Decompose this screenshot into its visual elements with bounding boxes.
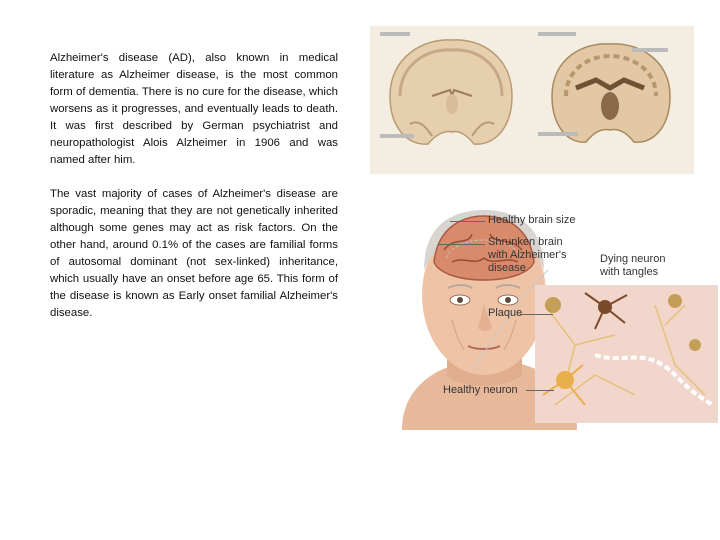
- healthy-brain-slice: [390, 40, 512, 144]
- alzheimer-brain-slice: [552, 44, 670, 142]
- leader-line-healthy-size: [450, 221, 485, 222]
- neuron-closeup-image: [535, 285, 718, 423]
- leader-line-shrunken: [438, 244, 485, 245]
- label-plaque: Plaque: [488, 307, 523, 319]
- leader-line-plaque: [520, 314, 553, 315]
- label-healthy-neuron: Healthy neuron: [443, 384, 518, 396]
- text-column: [50, 50, 338, 339]
- label-healthy-brain-size: Healthy brain size: [488, 214, 576, 226]
- label-dying-neuron: Dying neuron with tangles: [600, 253, 666, 278]
- paragraph-definition: Alzheimer's disease (AD), also known in medical literature as Alzheimer disease, is the most common form of dementia. There is no cure for the disease, which worsens as it progresses, and eventually leads to death. It was first described by German psychiatrist and neuropathologist Alois Alzheimer in 1906 and was named after him.: [50, 52, 338, 166]
- brain-cross-section-image: [370, 26, 694, 174]
- paragraph-genetics: The vast majority of cases of Alzheimer's disease are sporadic, meaning that they are not genetically inherited although some genes may act as risk factors. On the other hand, around 0.1% of the cases are familial forms of autosomal dominant (not sex-linked) inheritance, which usually have an onset before age 65. This form of the disease is known as Early onset familial Alzheimer's disease.: [50, 188, 338, 319]
- leader-line-healthy-neuron: [526, 390, 554, 391]
- label-shrunken-brain: Shrunken brain with Alzheimer's disease: [488, 236, 567, 274]
